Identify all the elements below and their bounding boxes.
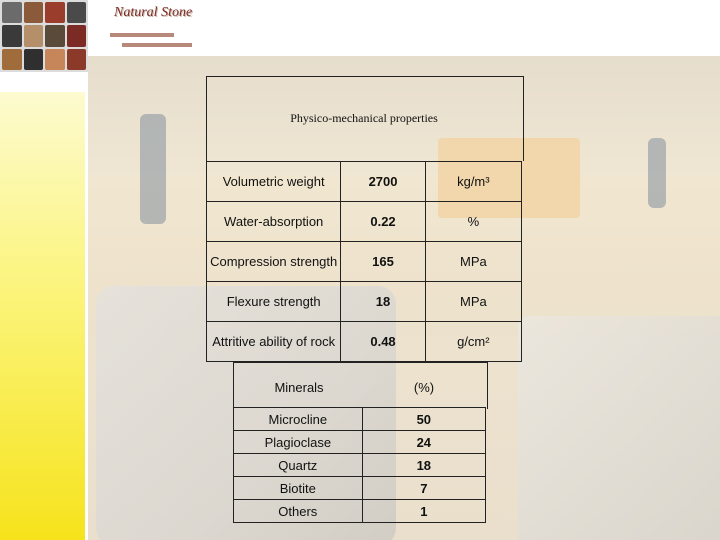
- table-row: [234, 454, 486, 477]
- property-name: Water-absorption: [207, 202, 341, 242]
- table-row: [207, 282, 522, 322]
- mineral-name: Others: [234, 500, 363, 523]
- property-unit: %: [425, 202, 521, 242]
- table-row: [207, 162, 522, 202]
- property-name: Volumetric weight: [207, 162, 341, 202]
- minerals-header-name: Minerals: [274, 380, 324, 395]
- property-unit: MPa: [425, 282, 521, 322]
- property-name: Attritive ability of rock: [207, 322, 341, 362]
- property-unit: kg/m³: [425, 162, 521, 202]
- minerals-header-percent: (%): [413, 380, 435, 395]
- table-row: [207, 242, 522, 282]
- property-value: 18: [341, 282, 425, 322]
- property-name: Flexure strength: [207, 282, 341, 322]
- minerals-table: [233, 407, 486, 523]
- mineral-percent: 7: [362, 477, 485, 500]
- table-row: [207, 322, 522, 362]
- table-row: [234, 477, 486, 500]
- mineral-name: Plagioclase: [234, 431, 363, 454]
- page-title: Natural Stone: [114, 5, 193, 20]
- properties-title: Physico-mechanical properties: [290, 111, 438, 125]
- property-value: 2700: [341, 162, 425, 202]
- mineral-percent: 24: [362, 431, 485, 454]
- stone-samples-logo: [0, 0, 88, 72]
- mineral-percent: 18: [362, 454, 485, 477]
- table-row: [207, 202, 522, 242]
- property-value: 0.22: [341, 202, 425, 242]
- minerals-header: [233, 362, 488, 409]
- sidebar-yellow-gradient: [0, 92, 85, 540]
- property-value: 0.48: [341, 322, 425, 362]
- table-row: [234, 431, 486, 454]
- property-name: Compression strength: [207, 242, 341, 282]
- property-unit: g/cm²: [425, 322, 521, 362]
- property-unit: MPa: [425, 242, 521, 282]
- property-value: 165: [341, 242, 425, 282]
- mineral-percent: 1: [362, 500, 485, 523]
- table-row: [234, 408, 486, 431]
- mineral-name: Microcline: [234, 408, 363, 431]
- mineral-percent: 50: [362, 408, 485, 431]
- table-row: [234, 500, 486, 523]
- mineral-name: Quartz: [234, 454, 363, 477]
- decorative-line: [122, 43, 192, 47]
- properties-table: [206, 161, 522, 362]
- decorative-line: [110, 33, 174, 37]
- mineral-name: Biotite: [234, 477, 363, 500]
